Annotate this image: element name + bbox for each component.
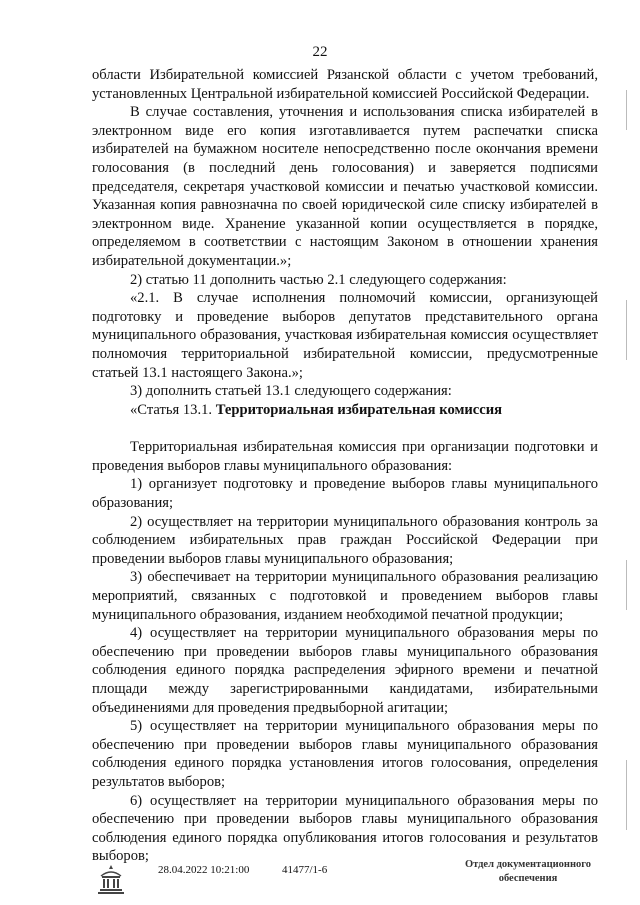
scan-margin-mark bbox=[626, 760, 627, 830]
article-heading bbox=[92, 401, 598, 420]
page-footer bbox=[0, 858, 640, 898]
timestamp: 28.04.2022 10:21:00 bbox=[158, 864, 250, 876]
paragraph: области Избирательной комиссией Рязанской области с учетом требований, установленных Центральной избирательной комиссией Российской Федерации. bbox=[92, 67, 598, 102]
article-item: 2) осуществляет на территории муниципального образования контроль за соблюдением избирательных прав граждан Российской Федерации при проведении выборов главы муниципального образования; bbox=[92, 513, 598, 567]
scan-margin-mark bbox=[626, 90, 627, 130]
duma-emblem-icon bbox=[95, 862, 127, 896]
scan-margin-mark bbox=[626, 560, 627, 610]
article-prefix: «Статья 13.1. bbox=[130, 401, 216, 418]
article-item: 4) осуществляет на территории муниципального образования меры по обеспечению при проведении выборов главы муниципального образования соблюдения единого порядка распределения эфирного времени и печатной площади между зарегистрированными кандидатами, избирательными объединениями для проведения предвыборной агитации; bbox=[92, 625, 598, 716]
paragraph: 2) статью 11 дополнить частью 2.1 следующего содержания: bbox=[130, 271, 507, 288]
article-title: Территориальная избирательная комиссия bbox=[215, 401, 503, 418]
stamp-line: Отдел документационного bbox=[464, 859, 592, 870]
paragraph: «2.1. В случае исполнения полномочий комиссии, организующей подготовку и проведение выборов депутатов представительного органа муниципального образования, участковая избирательная комиссия осуществляет полномочия территориальной избирательной комиссии, предусмотренные статьей 13.1 настоящего Закона.»; bbox=[92, 290, 598, 381]
article-item: 1) организует подготовку и проведение выборов главы муниципального образования; bbox=[92, 476, 598, 512]
scan-margin-mark bbox=[626, 300, 627, 360]
article-paragraph: Территориальная избирательная комиссия при организации подготовки и проведения выборов главы муниципального образования: bbox=[92, 439, 598, 474]
article-item: 5) осуществляет на территории муниципального образования меры по обеспечению при проведении выборов главы муниципального образования соблюдения единого порядка установления итогов голосования, определения результатов выборов; bbox=[92, 718, 598, 790]
department-stamp bbox=[448, 858, 608, 886]
article-item: 3) обеспечивает на территории муниципального образования реализацию мероприятий, связанных с подготовкой и проведением выборов главы муниципального образования, изданием необходимой печатной продукции; bbox=[92, 569, 598, 623]
stamp-line: обеспечения bbox=[498, 873, 558, 884]
document-number: 41477/1-6 bbox=[282, 864, 328, 876]
spacer bbox=[92, 419, 598, 438]
paragraph: В случае составления, уточнения и использования списка избирателей в электронном виде его копия изготавливается путем распечатки списка избирателей на бумажном носителе непосредственно после окончания времени голосования (в последний день голосования) и заверяется подписями председателя, секретаря участковой комиссии и печатью участковой комиссии. Указанная копия равнозначна по своей юридической силе списку избирателей в электронном виде. Хранение указанной копии осуществляется в порядке, определяемом в соответствии с настоящим Законом в отношении хранения избирательной документации.»; bbox=[92, 104, 598, 269]
paragraph: 3) дополнить статьей 13.1 следующего содержания: bbox=[130, 383, 452, 400]
article-item: 6) осуществляет на территории муниципального образования меры по обеспечению при проведении выборов главы муниципального образования соблюдения единого порядка опубликования итогов голосования и результатов выборов; bbox=[92, 792, 598, 865]
page-number: 22 bbox=[312, 44, 328, 60]
document-body bbox=[92, 66, 598, 866]
